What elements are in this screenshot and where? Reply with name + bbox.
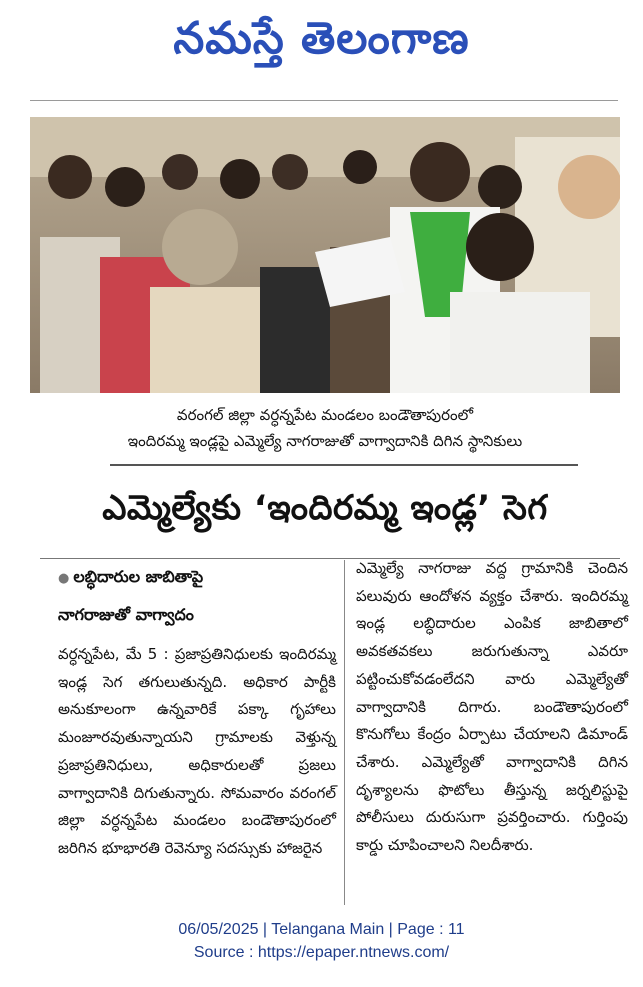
footer-date-edition: 06/05/2025 | Telangana Main | Page : 11	[178, 921, 465, 938]
article-body-right: ఎమ్మెల్యే నాగరాజు వద్ద గ్రామానికి చెందిన పలువురు ఆందోళన వ్యక్తం చేశారు. ఇందిరమ్మ ఇండ్ల లబ్ధిదారుల ఎంపిక జాబితాలో అవకతవకలు జరుగుతున్నా ఎవరూ పట్టించుకోవడంలేదని వారు ఎమ్మెల్యేతో వాగ్వాదానికి దిగారు. బండౌతాపురంలో కొనుగోలు కేంద్రం ఏర్పాటు చేయాలని డిమాండ్ చేశారు. ఎమ్మెల్యేతో వాగ్వాదానికి దిగిన దృశ్యాలను ఫొటోలు తీస్తున్న జర్నలిస్టుపై పోలీసులు దురుసుగా ప్రవర్తించారు. గుర్తింపు కార్డు చూపించాలని నిలదీశారు.	[356, 559, 628, 855]
footer-source[interactable]: Source : https://epaper.ntnews.com/	[193, 944, 450, 961]
masthead-title: నమస్తే తెలంగాణ	[173, 13, 470, 64]
headline-divider	[110, 464, 578, 466]
bullet-icon: ●	[58, 571, 70, 586]
column-divider	[344, 560, 345, 905]
article-headline: ఎమ్మెల్యేకు ‘ఇందిరమ్మ ఇండ్ల’ సెగ	[102, 488, 548, 528]
article-column-right	[356, 555, 628, 860]
news-photo	[30, 117, 620, 393]
subhead-2: నాగరాజుతో వాగ్వాదం	[58, 605, 194, 624]
caption-line-2: ఇందిరమ్మ ఇండ్లపై ఎమ్మెల్యే నాగరాజుతో వాగ్వాదానికి దిగిన స్థానికులు	[127, 432, 523, 450]
source-footer	[0, 918, 643, 964]
masthead	[0, 0, 643, 88]
subhead-1-text: లబ్ధిదారుల జాబితాపై	[73, 567, 204, 586]
article-column-left	[58, 562, 336, 863]
caption-line-1: వరంగల్ జిల్లా వర్ధన్నపేట మండలం బండౌతాపురంలో	[176, 406, 474, 424]
photo-caption	[30, 402, 620, 454]
masthead-rule	[30, 100, 618, 101]
subhead-1	[58, 562, 336, 594]
crowd-photo-illustration	[30, 117, 620, 393]
article-body-left: వర్ధన్నపేట, మే 5 : ప్రజాప్రతినిధులకు ఇందిరమ్మ ఇండ్ల సెగ తగులుతున్నది. అధికార పార్టీకి అనుకూలంగా ఉన్నవారికే పక్కా గృహాలు మంజూరవుతున్నాయని గ్రామాలకు వెళ్తున్న ప్రజాప్రతినిధులు, అధికారులతో ప్రజలు వాగ్వాదానికి దిగుతున్నారు. సోమవారం వరంగల్ జిల్లా వర్ధన్నపేట మండలం బండౌతాపురంలో జరిగిన భూభారతి రెవెన్యూ సదస్సుకు హాజరైన	[58, 645, 336, 857]
